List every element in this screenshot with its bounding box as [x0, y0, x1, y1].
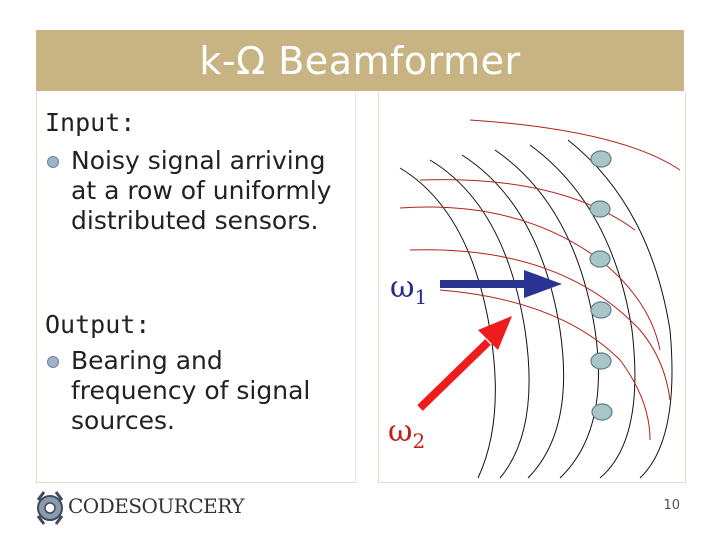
wavefront-arc-red: [440, 290, 650, 440]
omega1-subscript: 1: [414, 285, 428, 309]
sensor: [590, 201, 610, 217]
sensor-array: [590, 151, 612, 420]
sensor: [591, 151, 611, 167]
sensor: [590, 251, 610, 267]
sensor: [591, 353, 611, 369]
arrow-omega2-shaft: [420, 342, 488, 408]
output-heading: Output:: [45, 310, 151, 339]
wavefront-arc: [568, 140, 672, 478]
logo-text: CODESOURCERY: [68, 494, 244, 518]
wavefront-arc-red: [470, 120, 680, 170]
sensor: [591, 302, 611, 318]
arrows: [420, 270, 562, 408]
slide-title: k-Ω Beamformer: [199, 38, 521, 83]
output-bullet-text: Bearing and frequency of signal sources.: [71, 346, 311, 435]
input-heading: Input:: [45, 108, 136, 137]
codesourcery-logo: [34, 488, 244, 528]
omega2-symbol: ω: [388, 414, 413, 449]
omega2-label: [388, 414, 425, 453]
input-bullet-text: Noisy signal arriving at a row of uniformly distributed sensors.: [71, 146, 332, 235]
sensor: [592, 404, 612, 420]
omega1-label: [390, 270, 427, 309]
wavefronts: [400, 120, 680, 478]
page-number: 10: [663, 498, 680, 513]
omega1-symbol: ω: [390, 270, 415, 305]
gear-icon: [34, 488, 68, 528]
arrow-omega1-head: [524, 270, 562, 298]
omega2-subscript: 2: [412, 429, 426, 453]
